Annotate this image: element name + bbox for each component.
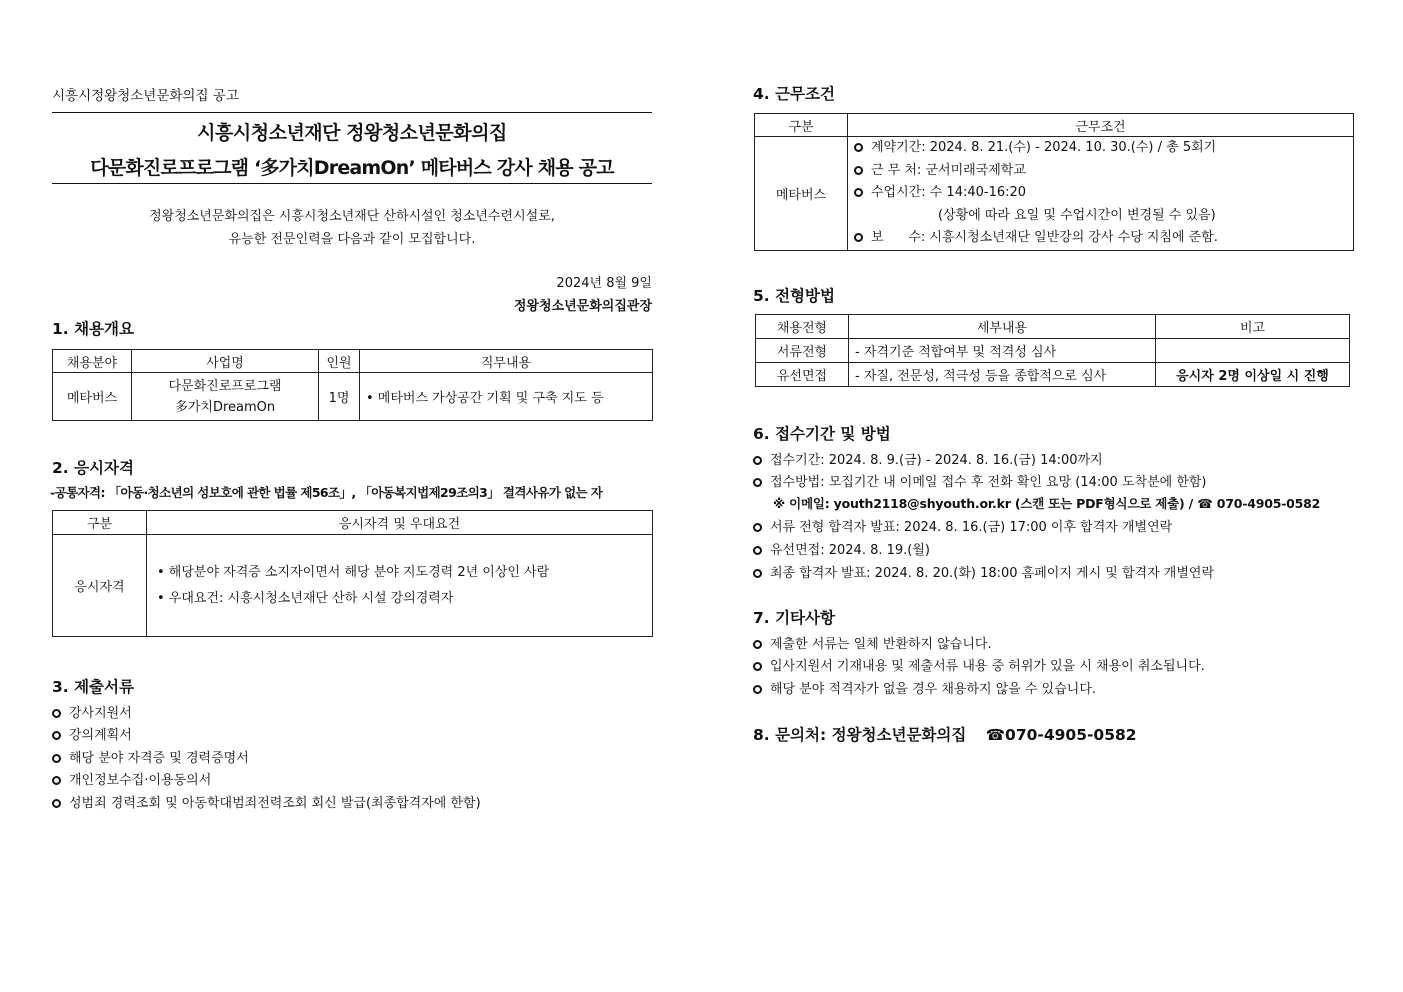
cell-conditions <box>848 137 1354 251</box>
list-item: 유선면접: 2024. 8. 19.(월) <box>753 539 930 558</box>
condition-item: 보 수: 시흥시청소년재단 일반강의 강사 수당 지침에 준함. <box>854 227 1347 250</box>
list-item <box>52 792 481 811</box>
list-item: 최종 합격자 발표: 2024. 8. 20.(화) 18:00 홈페이지 게시 및 합격자 개별연락 <box>753 562 1214 581</box>
selection-method-table <box>755 314 1350 387</box>
circle-bullet-icon <box>753 456 762 465</box>
list-item-text: 해당 분야 자격증 및 경력증명서 <box>69 751 249 766</box>
notice-signer: 정왕청소년문화의집관장 <box>513 299 652 314</box>
list-item <box>52 747 249 766</box>
circle-bullet-icon <box>753 478 762 487</box>
cell-category: 메타버스 <box>755 137 848 251</box>
circle-bullet-icon <box>52 731 61 740</box>
email-contact: ※ 이메일: youth2118@shyouth.or.kr (스캔 또는 PDF형식으로 제출) / ☎ 070-4905-0582 <box>773 496 1321 511</box>
cell-project-line2: 多가치DreamOn <box>174 399 276 415</box>
list-item-text: 강사지원서 <box>69 706 132 721</box>
list-item-text: 개인정보수집·이용동의서 <box>69 773 212 788</box>
col-header-type: 채용전형 <box>756 315 849 339</box>
col-header-count: 인원 <box>319 350 360 373</box>
list-item: 제출한 서류는 일체 반환하지 않습니다. <box>753 633 992 652</box>
condition-item: 근 무 처: 군서미래국제학교 <box>854 160 1347 183</box>
org-notice: 시흥시정왕청소년문화의집 공고 <box>52 88 239 104</box>
notice-date: 2024년 8월 9일 <box>556 276 652 291</box>
common-qualification: -공통자격: 「아동·청소년의 성보호에 관한 법률 제56조」, 「아동복지법제29조의3」 결격사유가 없는 자 <box>50 485 603 500</box>
circle-bullet-icon <box>52 709 61 718</box>
col-header-note: 비고 <box>1156 315 1350 339</box>
qualification-item: • 우대요건: 시흥시청소년재단 산하 시설 강의경력자 <box>157 590 454 606</box>
section-3-title: 3. 제출서류 <box>52 678 134 696</box>
condition-item: 계약기간: 2024. 8. 21.(수) - 2024. 10. 30.(수) / 총 5회기 <box>854 137 1347 160</box>
cell-duty: • 메타버스 가상공간 기획 및 구축 지도 등 <box>360 373 653 421</box>
recruit-overview-table <box>52 349 653 421</box>
col-header-field: 채용분야 <box>53 350 132 373</box>
table-header-row <box>755 114 1354 137</box>
circle-bullet-icon <box>854 143 863 152</box>
page-title-line1: 시흥시청소년재단 정왕청소년문화의집 <box>197 122 507 144</box>
cell-category: 응시자격 <box>53 535 147 637</box>
condition-item: 수업시간: 수 14:40-16:20 <box>854 182 1347 205</box>
table-row <box>53 373 653 421</box>
table-row <box>756 339 1350 363</box>
section-2-title: 2. 응시자격 <box>52 459 134 477</box>
contact-label: 8. 문의처: 정왕청소년문화의집 <box>753 726 967 744</box>
section-1-title: 1. 채용개요 <box>52 320 134 338</box>
section-6-title: 6. 접수기간 및 방법 <box>753 425 891 443</box>
col-header-category: 구분 <box>53 511 147 535</box>
contact-phone: ☎070-4905-0582 <box>985 726 1137 744</box>
cell-count: 1명 <box>319 373 360 421</box>
list-item <box>52 702 132 721</box>
circle-bullet-icon <box>753 546 762 555</box>
condition-note: (상황에 따라 요일 및 수업시간이 변경될 수 있음) <box>938 207 1216 223</box>
circle-bullet-icon <box>854 233 863 242</box>
section-4-title: 4. 근무조건 <box>753 85 835 103</box>
cell-qualifications <box>147 535 653 637</box>
circle-bullet-icon <box>52 776 61 785</box>
table-header-row <box>756 315 1350 339</box>
table-row <box>53 535 653 637</box>
list-item-text: 성범죄 경력조회 및 아동학대범죄전력조회 회신 발급(최종합격자에 한함) <box>69 796 481 811</box>
circle-bullet-icon <box>753 640 762 649</box>
cell-detail: - 자질, 전문성, 적극성 등을 종합적으로 심사 <box>849 363 1156 387</box>
col-header-duty: 직무내용 <box>360 350 653 373</box>
page-title-line2: 다문화진로프로그램 ‘多가치DreamOn’ 메타버스 강사 채용 공고 <box>90 157 614 179</box>
cell-note <box>1156 339 1350 363</box>
circle-bullet-icon <box>753 569 762 578</box>
work-conditions-table <box>754 113 1354 251</box>
table-header-row <box>53 511 653 535</box>
intro-line2: 유능한 전문인력을 다음과 같이 모집합니다. <box>228 232 476 247</box>
list-item: 접수기간: 2024. 8. 9.(금) - 2024. 8. 16.(금) 14:00까지 <box>753 449 1103 468</box>
list-item: 접수방법: 모집기간 내 이메일 접수 후 전화 확인 요망 (14:00 도착분에 한함) <box>753 471 1207 490</box>
col-header-conditions: 근무조건 <box>848 114 1354 137</box>
circle-bullet-icon <box>52 754 61 763</box>
title-top-rule <box>52 112 652 113</box>
list-item: 서류 전형 합격자 발표: 2024. 8. 16.(금) 17:00 이후 합격자 개별연락 <box>753 516 1172 535</box>
cell-type: 서류전형 <box>756 339 849 363</box>
list-item-text: 강의계획서 <box>69 728 132 743</box>
list-item <box>52 769 211 788</box>
table-row <box>755 137 1354 251</box>
section-8-title <box>753 723 1137 745</box>
circle-bullet-icon <box>753 685 762 694</box>
intro-line1: 정왕청소년문화의집은 시흥시청소년재단 산하시설인 청소년수련시설로, <box>149 209 555 224</box>
circle-bullet-icon <box>854 188 863 197</box>
cell-field: 메타버스 <box>53 373 132 421</box>
section-7-title: 7. 기타사항 <box>753 609 835 627</box>
section-5-title: 5. 전형방법 <box>753 287 835 305</box>
list-item <box>52 724 132 743</box>
col-header-category: 구분 <box>755 114 848 137</box>
cell-project <box>132 373 319 421</box>
table-header-row <box>53 350 653 373</box>
title-bottom-rule <box>52 183 652 184</box>
circle-bullet-icon <box>753 523 762 532</box>
col-header-project: 사업명 <box>132 350 319 373</box>
list-item: 해당 분야 적격자가 없을 경우 채용하지 않을 수 있습니다. <box>753 678 1096 697</box>
qualification-table <box>52 510 653 637</box>
table-row <box>756 363 1350 387</box>
circle-bullet-icon <box>753 662 762 671</box>
circle-bullet-icon <box>854 166 863 175</box>
col-header-detail: 세부내용 <box>849 315 1156 339</box>
qualification-item: • 해당분야 자격증 소지자이면서 해당 분야 지도경력 2년 이상인 사람 <box>157 564 550 580</box>
cell-project-line1: 다문화진로프로그램 <box>168 378 282 394</box>
col-header-qualification: 응시자격 및 우대요건 <box>147 511 653 535</box>
cell-note: 응시자 2명 이상일 시 진행 <box>1156 363 1350 387</box>
cell-type: 유선면접 <box>756 363 849 387</box>
cell-detail: - 자격기준 적합여부 및 적격성 심사 <box>849 339 1156 363</box>
list-item: 입사지원서 기재내용 및 제출서류 내용 중 허위가 있을 시 채용이 취소됩니다. <box>753 655 1205 674</box>
circle-bullet-icon <box>52 799 61 808</box>
